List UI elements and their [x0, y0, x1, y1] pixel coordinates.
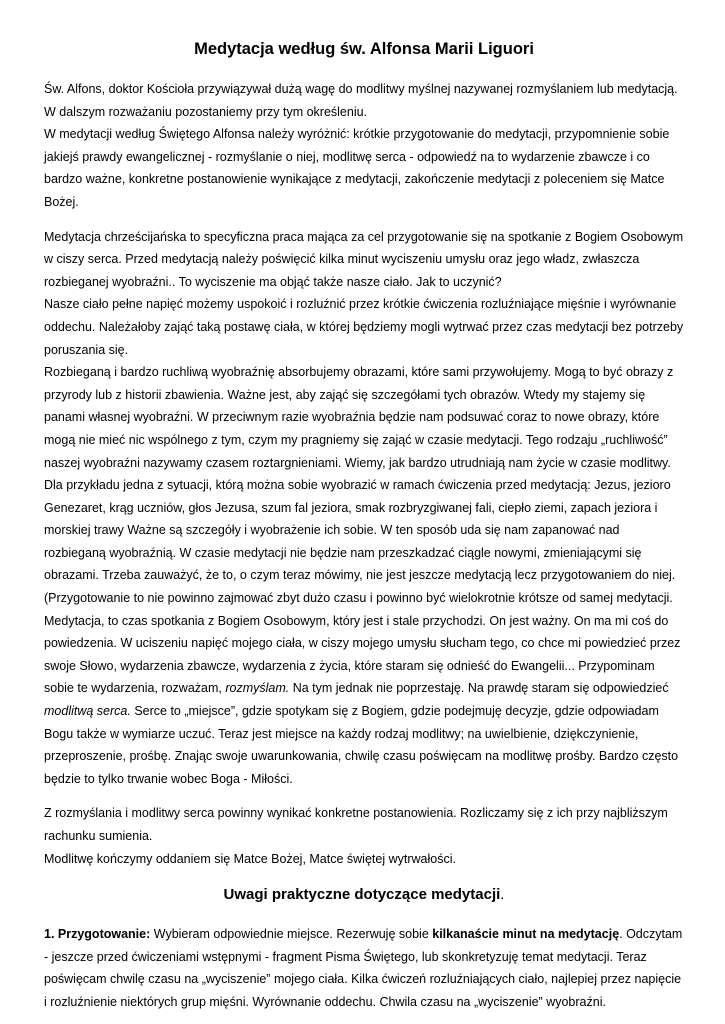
preparation-label: 1. Przygotowanie:: [44, 927, 151, 942]
paragraph-intro: Św. Alfons, doktor Kościoła przywiązywał dużą wagę do modlitwy myślnej nazywanej rozmyślaniem lub medytacją. W dalszym rozważaniu pozostaniemy przy tym określeniu.: [44, 82, 678, 119]
paragraph-imagination: Rozbieganą i bardzo ruchliwą wyobraźnię absorbujemy obrazami, które sami przywołujemy. Mogą to być obrazy z przyrody lub z historii zbawienia. Ważne jest, aby zająć się szczegółami tych obrazów. Wtedy my stajemy się panami własnej wyobraźni. W przeciwnym razie wyobraźnia będzie nam podsuwać coraz to nowe obrazy, które mogą nie mieć nic wspólnego z tym, czym my pragniemy się zająć w czasie medytacji. Tego rodzaju „ruchliwość” naszej wyobraźni nazywamy czasem roztargnieniami. Wiemy, jak bardzo utrudniają nam życie w czasie modlitwy.: [44, 365, 674, 470]
paragraph-example: Dla przykładu jedna z sytuacji, którą można sobie wyobrazić w ramach ćwiczenia przed medytacją: Jezus, jezioro Genezaret, krąg uczniów, głos Jezusa, szum fal jeziora, smak rozbryzgiwanej fali, ciepło ziemi, zapach jeziora i morskiej trawy Ważne są szczegóły i wyobrażenie ich sobie. W ten sposób uda się nam zapanować nad rozbieganą wyobraźnią. W czasie medytacji nie będzie nam przeszkadzać ciągle nowymi, zmieniającymi się obrazami. Trzeba zauważyć, że to, o czym teraz mówimy, nie jest jeszcze medytacją lecz przygotowaniem do niej. (Przygotowanie to nie powinno zajmować zbyt dużo czasu i powinno być wielokrotnie krótsze od samej medytacji.: [44, 478, 676, 606]
emphasis-modlitwa-serca: modlitwą serca.: [44, 704, 131, 719]
paragraph-body-calming: Nasze ciało pełne napięć możemy uspokoić i rozluźnić przez krótkie ćwiczenia rozluźniające mięśnie i wyrównanie oddechu. Należałoby zająć taką postawę ciała, w której będziemy mogli wytrwać przez czas medytacji bez potrzeby poruszania się.: [44, 297, 684, 357]
spacer: [44, 214, 684, 226]
paragraph-closing: Modlitwę kończymy oddaniem się Matce Bożej, Matce świętej wytrwałości.: [44, 851, 456, 866]
paragraph-preparation: 1. Przygotowanie: Wybieram odpowiednie miejsce. Rezerwuję sobie kilkanaście minut na medytację. Odczytam - jeszcze przed ćwiczeniami wstępnymi - fragment Pisma Świętego, lub skonkretyzuję temat medytacji. Teraz poświęcam chwilę czasu na „wyciszenie” mojego ciała. Kilka ćwiczeń rozluźniających ciało, najlepiej przez napięcie i rozluźnienie niektórych grup mięśni. Wyrównanie oddechu. Chwila czasu na „wyciszenie” wyobraźni.: [44, 927, 683, 1009]
emphasis-rozmyslam: rozmyślam.: [225, 681, 290, 696]
paragraph-resolutions: Z rozmyślania i modlitwy serca powinny wynikać konkretne postanowienia. Rozliczamy się z ich przy najbliższym rachunku sumienia.: [44, 806, 668, 843]
document-page: [44, 38, 684, 1014]
section-heading: Uwagi praktyczne dotyczące medytacji.: [223, 886, 505, 904]
spacer: [44, 790, 684, 802]
paragraph-christian-meditation: Medytacja chrześcijańska to specyficzna praca mająca za cel przygotowanie się na spotkanie z Bogiem Osobowym w ciszy serca. Przed medytacją należy poświęcić kilka minut wyciszeniu umysłu oraz jego władz, zwłaszcza rozbieganej wyobraźni.. To wyciszenie ma objąć także nasze ciało. Jak to uczynić?: [44, 229, 684, 289]
paragraph-meeting-god: Medytacja, to czas spotkania z Bogiem Osobowym, który jest i stale przychodzi. On jest ważny. On ma mi coś do powiedzenia. W uciszeniu napięć mojego ciała, w ciszy mojego umysłu słucham tego, co chce mi powiedzieć przez swoje Słowo, wydarzenia zbawcze, wydarzenia z życia, które staram się odnieść do Ewangelii... Przypominam sobie te wydarzenia, rozważam, rozmyślam. Na tym jednak nie poprzestaję. Na prawdę staram się odpowiedzieć modlitwą serca. Serce to „miejsce”, gdzie spotykam się z Bogiem, gdzie podejmuję decyzje, gdzie odpowiadam Bogu także w wymiarze uczuć. Teraz jest miejsce na każdy rodzaj modlitwy; na uwielbienie, dziękczynienie, przeproszenie, prośbę. Znając swoje uwarunkowania, chwilę czasu poświęcam na modlitwę prośby. Bardzo często będzie to tylko trwanie wobec Boga - Miłości.: [44, 613, 681, 786]
paragraph-structure: W medytacji według Świętego Alfonsa należy wyróżnić: krótkie przygotowanie do medytacji, przypomnienie sobie jakiejś prawdy ewangelicznej - rozmyślanie o niej, modlitwę serca - odpowiedź na to wydarzenie zbawcze i co bardzo ważne, konkretne postanowienie wynikające z medytacji, zakończenie medytacji z poleceniem się Matce Bożej.: [44, 127, 670, 209]
emphasis-minutes: kilkanaście minut na medytację: [432, 927, 620, 942]
page-title: Medytacja według św. Alfonsa Marii Liguori: [194, 40, 534, 58]
